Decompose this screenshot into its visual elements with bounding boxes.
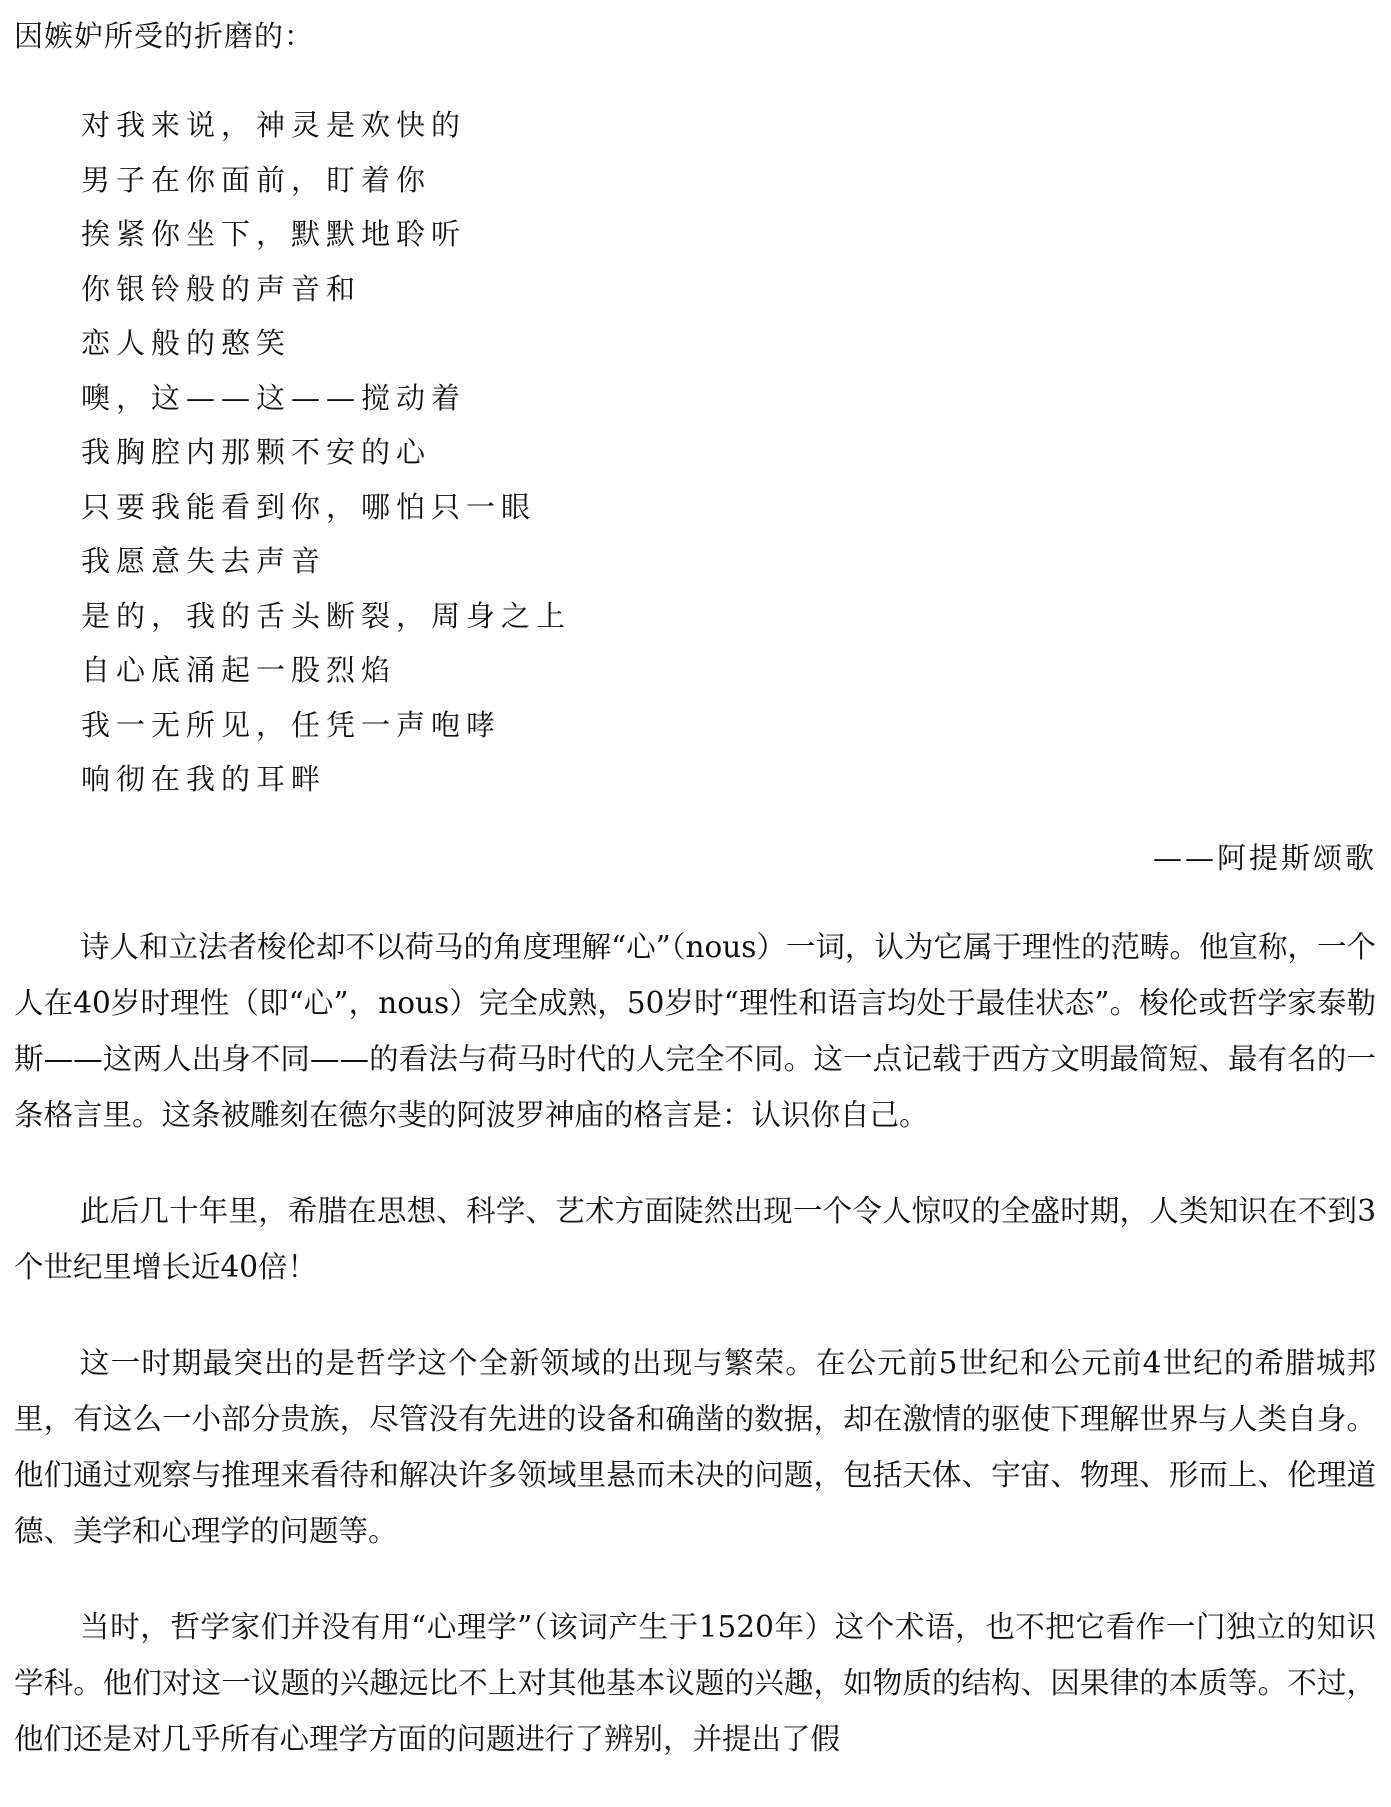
paragraph: 这一时期最突出的是哲学这个全新领域的出现与繁荣。在公元前5世纪和公元前4世纪的希腊城邦里，有这么一小部分贵族，尽管没有先进的设备和确凿的数据，却在激情的驱使下理解世界与人类自身。他们通过观察与推理来看待和解决许多领域里悬而未决的问题，包括天体、宇宙、物理、形而上、伦理道德、美学和心理学的问题等。: [14, 1346, 1376, 1548]
poem-line: 响彻在我的耳畔: [81, 762, 327, 796]
poem-stanza: [81, 98, 571, 807]
poem-line: 噢，这——这——搅动着: [81, 380, 467, 415]
intro-line: 因嫉妒所受的折磨的：: [14, 19, 315, 53]
poem-line: 对我来说，神灵是欢快的: [81, 108, 467, 142]
poem-line: 自心底涌起一股烈焰: [81, 653, 397, 687]
poem-line: 只要我能看到你，哪怕只一眼: [81, 489, 537, 524]
poem-line: 你银铃般的声音和: [81, 271, 362, 306]
poem-line: 挨紧你坐下，默默地聆听: [81, 217, 467, 251]
body-text: [14, 919, 1376, 1807]
poem-line: 我一无所见，任凭一声咆哮: [81, 707, 502, 742]
poem-line: 恋人般的憨笑: [81, 326, 292, 360]
paragraph: 当时，哲学家们并没有用“心理学”（该词产生于1520年）这个术语，也不把它看作一门独立的知识学科。他们对这一议题的兴趣远比不上对其他基本议题的兴趣，如物质的结构、因果律的本质等。不过，他们还是对几乎所有心理学方面的问题进行了辨别，并提出了假: [14, 1610, 1376, 1756]
poem-line: 是的，我的舌头断裂，周身之上: [81, 598, 572, 633]
poem-line: 我愿意失去声音: [81, 544, 327, 578]
poem-attribution: ——阿提斯颂歌: [1152, 841, 1377, 875]
poem-line: 我胸腔内那颗不安的心: [81, 435, 432, 469]
paragraph: 此后几十年里，希腊在思想、科学、艺术方面陡然出现一个令人惊叹的全盛时期，人类知识在不到3个世纪里增长近40倍！: [14, 1194, 1376, 1284]
paragraph: 诗人和立法者梭伦却不以荷马的角度理解“心”（nous）一词，认为它属于理性的范畴。他宣称，一个人在40岁时理性（即“心”，nous）完全成熟，50岁时“理性和语言均处于最佳状态”。梭伦或哲学家泰勒斯——这两人出身不同——的看法与荷马时代的人完全不同。这一点记载于西方文明最简短、最有名的一条格言里。这条被雕刻在德尔斐的阿波罗神庙的格言是：认识你自己。: [14, 930, 1376, 1132]
poem-line: 男子在你面前，盯着你: [81, 162, 432, 197]
